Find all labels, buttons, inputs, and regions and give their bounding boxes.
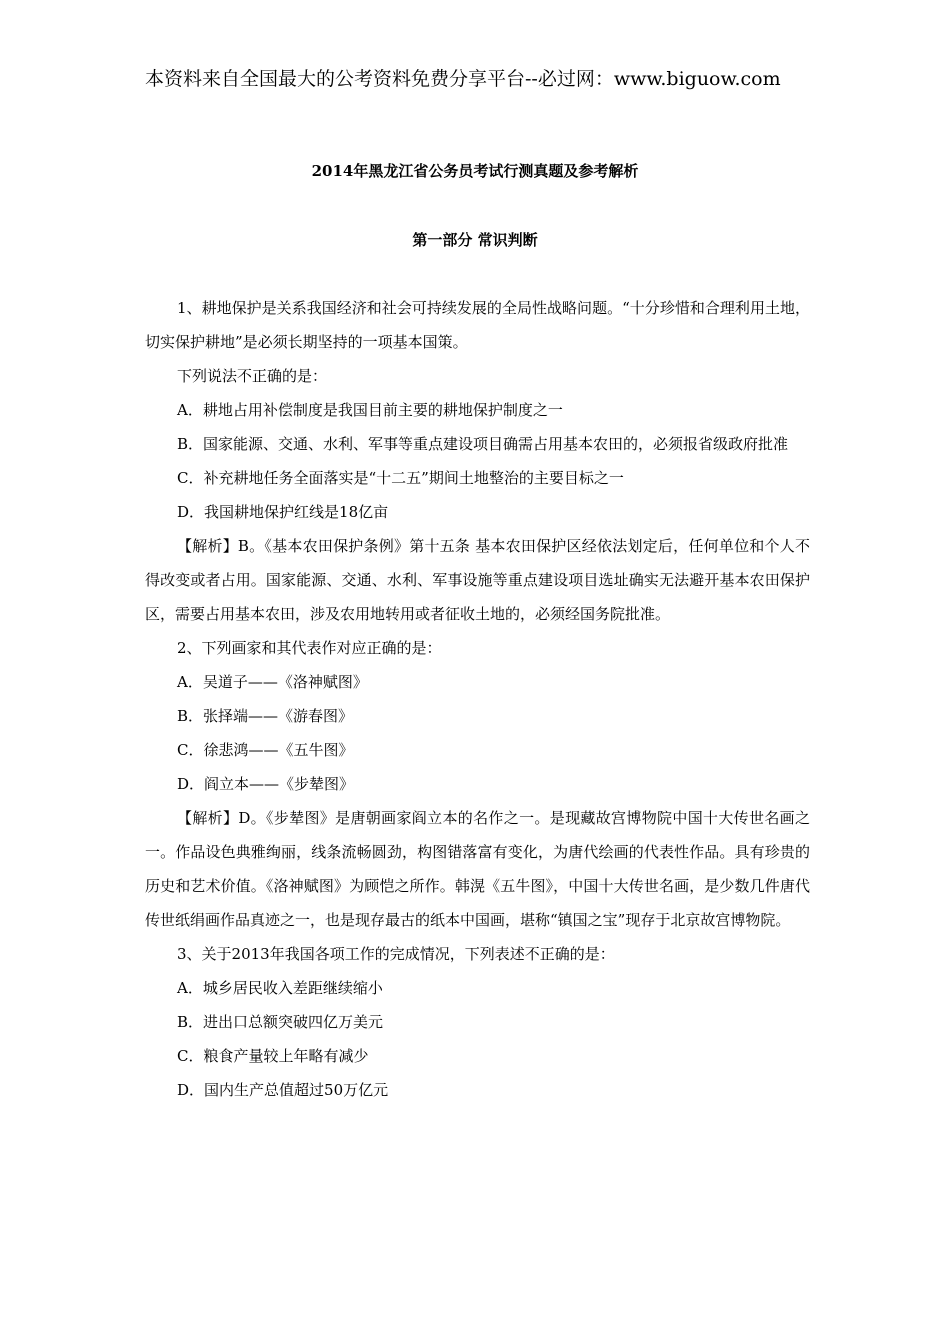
question-3-stem: 3、关于2013年我国各项工作的完成情况，下列表述不正确的是： bbox=[177, 945, 615, 963]
question-1-analysis: 【解析】B。《基本农田保护条例》第十五条 基本农田保护区经依法划定后，任何单位和个人不得改变或者占用。国家能源、交通、水利、军事设施等重点建设项目选址确实无法避开基本农田保护区，需要占用基本农田，涉及农用地转用或者征收土地的，必须经国务院批准。 bbox=[145, 537, 810, 623]
question-2-analysis: 【解析】D。《步辇图》是唐朝画家阎立本的名作之一。是现藏故宫博物院中国十大传世名画之一。作品设色典雅绚丽，线条流畅圆劲，构图错落富有变化，为唐代绘画的代表性作品。具有珍贵的历史和艺术价值。《洛神赋图》为顾恺之所作。韩滉《五牛图》，中国十大传世名画，是少数几件唐代传世纸绢画作品真迹之一，也是现存最古的纸本中国画，堪称“镇国之宝”现存于北京故宫博物院。 bbox=[145, 809, 810, 929]
question-1-option-d: D．我国耕地保护红线是18亿亩 bbox=[177, 503, 389, 521]
question-1-stem: 1、耕地保护是关系我国经济和社会可持续发展的全局性战略问题。“十分珍惜和合理利用土地，切实保护耕地”是必须长期坚持的一项基本国策。 bbox=[145, 299, 810, 351]
document-body bbox=[145, 291, 810, 1107]
document-title: 2014年黑龙江省公务员考试行测真题及参考解析 bbox=[311, 162, 639, 180]
question-2-option-b: B．张择端——《游春图》 bbox=[177, 707, 354, 725]
question-2-option-d: D．阎立本——《步辇图》 bbox=[177, 775, 355, 793]
question-3-option-c: C．粮食产量较上年略有减少 bbox=[177, 1047, 369, 1065]
section-title: 第一部分 常识判断 bbox=[412, 231, 538, 249]
question-3-option-d: D．国内生产总值超过50万亿元 bbox=[177, 1081, 389, 1099]
question-2-stem: 2、下列画家和其代表作对应正确的是： bbox=[177, 639, 442, 657]
question-2-option-c: C．徐悲鸿——《五牛图》 bbox=[177, 741, 354, 759]
question-1-option-b: B．国家能源、交通、水利、军事等重点建设项目确需占用基本农田的，必须报省级政府批准 bbox=[177, 435, 789, 453]
question-1-option-a: A．耕地占用补偿制度是我国目前主要的耕地保护制度之一 bbox=[177, 401, 563, 419]
question-3-option-a: A．城乡居民收入差距继续缩小 bbox=[177, 979, 383, 997]
source-header: 本资料来自全国最大的公考资料免费分享平台--必过网：www.biguow.com bbox=[145, 68, 781, 90]
question-1-option-c: C．补充耕地任务全面落实是“十二五”期间土地整治的主要目标之一 bbox=[177, 469, 624, 487]
question-1-prompt: 下列说法不正确的是： bbox=[177, 367, 328, 385]
question-3-option-b: B．进出口总额突破四亿万美元 bbox=[177, 1013, 384, 1031]
question-2-option-a: A．吴道子——《洛神赋图》 bbox=[177, 673, 368, 691]
